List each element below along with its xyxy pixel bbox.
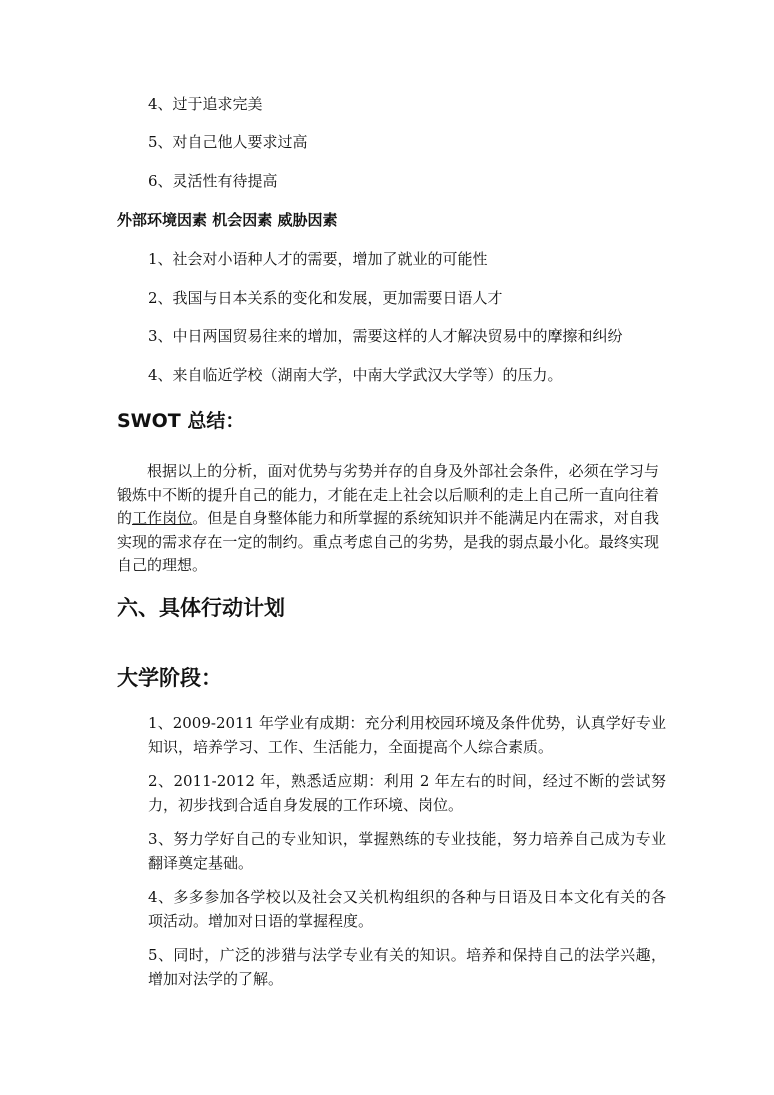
plan-item: 4、多多参加各学校以及社会又关机构组织的各种与日语及日本文化有关的各项活动。增加对日语的掌握程度。 xyxy=(148,888,666,930)
external-item: 1、社会对小语种人才的需要，增加了就业的可能性 xyxy=(148,250,488,268)
paragraph-text: 根据以上的分析，面对优势与劣势并存的自身及外部社会条件，必须在学习与锻炼中不断的提升自己的能力，才能在走上社会以后顺利的走上自己所一直向往着的 xyxy=(117,462,659,528)
underlined-term: 工作岗位 xyxy=(132,509,193,528)
plan-item: 5、同时，广泛的涉猎与法学专业有关的知识。培养和保持自己的法学兴趣，增加对法学的了解。 xyxy=(148,946,666,988)
plan-item: 2、2011-2012 年，熟悉适应期：利用 2 年左右的时间，经过不断的尝试努力，初步找到合适自身发展的工作环境、岗位。 xyxy=(148,772,666,814)
weakness-item: 4、过于追求完美 xyxy=(148,95,263,113)
swot-summary-paragraph xyxy=(117,460,659,578)
external-item: 3、中日两国贸易往来的增加，需要这样的人才解决贸易中的摩擦和纠纷 xyxy=(148,327,623,345)
weakness-item: 5、对自己他人要求过高 xyxy=(148,133,308,151)
external-item: 4、来自临近学校（湖南大学，中南大学武汉大学等）的压力。 xyxy=(148,366,563,384)
paragraph-text: 。但是自身整体能力和所掌握的系统知识并不能满足内在需求，对自我实现的需求存在一定的制约。重点考虑自己的劣势，是我的弱点最小化。最终实现自己的理想。 xyxy=(117,509,659,575)
swot-summary-heading: SWOT 总结： xyxy=(117,410,245,432)
section-heading: 六、具体行动计划 xyxy=(117,596,285,620)
stage-heading: 大学阶段： xyxy=(117,666,222,690)
plan-item: 1、2009-2011 年学业有成期：充分利用校园环境及条件优势，认真学好专业知识，培养学习、工作、生活能力，全面提高个人综合素质。 xyxy=(148,714,666,756)
external-item: 2、我国与日本关系的变化和发展，更加需要日语人才 xyxy=(148,289,503,307)
plan-item: 3、努力学好自己的专业知识，掌握熟练的专业技能，努力培养自己成为专业翻译奠定基础。 xyxy=(148,830,666,872)
external-factors-heading: 外部环境因素 机会因素 威胁因素 xyxy=(117,211,338,229)
weakness-item: 6、灵活性有待提高 xyxy=(148,172,278,190)
